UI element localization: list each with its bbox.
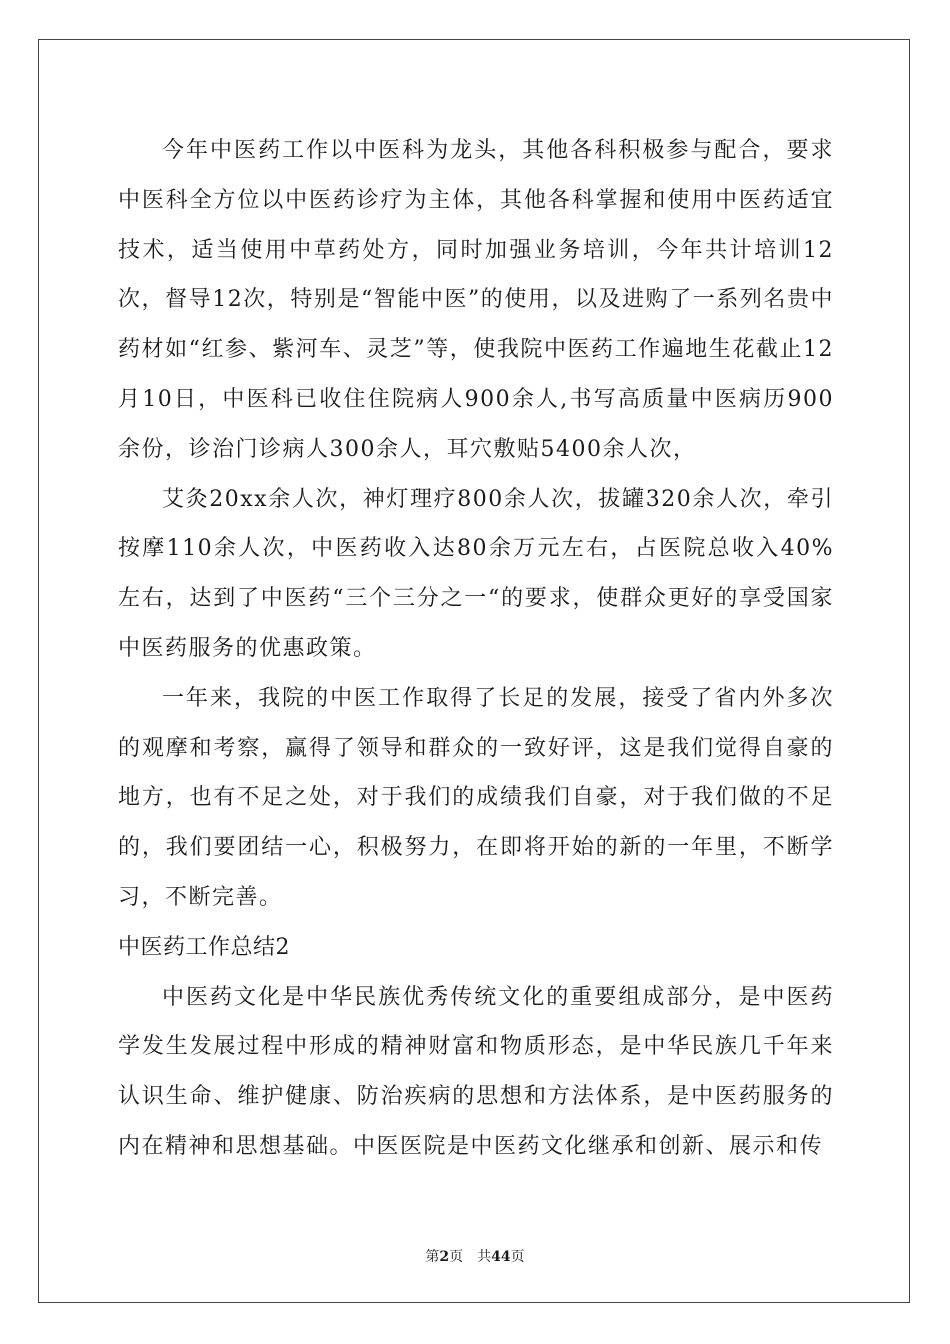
document-body bbox=[118, 126, 834, 1172]
page-footer bbox=[0, 1247, 950, 1267]
total-page-count: 44 bbox=[491, 1249, 511, 1265]
paragraph: 中医药文化是中华民族优秀传统文化的重要组成部分，是中医药学发生发展过程中形成的精神财富和物质形态，是中华民族几千年来认识生命、维护健康、防治疾病的思想和方法体系，是中医药服务的内在精神和思想基础。中医医院是中医药文化继承和创新、展示和传 bbox=[118, 984, 834, 1159]
paragraph: 艾灸20xx余人次，神灯理疗800余人次，拔罐320余人次，牵引按摩110余人次，中医药收入达80余万元左右，占医院总收入40%左右，达到了中医药“三个三分之一“的要求，使群众更好的享受国家中医药服务的优惠政策。 bbox=[118, 486, 834, 661]
section-heading: 中医药工作总结2 bbox=[118, 934, 290, 960]
total-prefix: 共 bbox=[477, 1249, 492, 1265]
page-prefix: 第 bbox=[425, 1249, 440, 1265]
paragraph: 一年来，我院的中医工作取得了长足的发展，接受了省内外多次的观摩和考察，赢得了领导和群众的一致好评，这是我们觉得自豪的地方，也有不足之处，对于我们的成绩我们自豪，对于我们做的不足的，我们要团结一心，积极努力，在即将开始的新的一年里，不断学习，不断完善。 bbox=[118, 685, 834, 910]
total-unit: 页 bbox=[510, 1249, 525, 1265]
paragraph: 今年中医药工作以中医科为龙头，其他各科积极参与配合，要求中医科全方位以中医药诊疗为主体，其他各科掌握和使用中医药适宜技术，适当使用中草药处方，同时加强业务培训，今年共计培训12次，督导12次，特别是“智能中医”的使用，以及进购了一系列名贵中药材如“红参、紫河车、灵芝”等，使我院中医药工作遍地生花截止12月10日，中医科已收住住院病人900余人,书写高质量中医病历900余份，诊治门诊病人300余人，耳穴敷贴5400余人次， bbox=[118, 138, 834, 462]
page-unit: 页 bbox=[449, 1249, 464, 1265]
current-page-number: 2 bbox=[439, 1249, 450, 1265]
